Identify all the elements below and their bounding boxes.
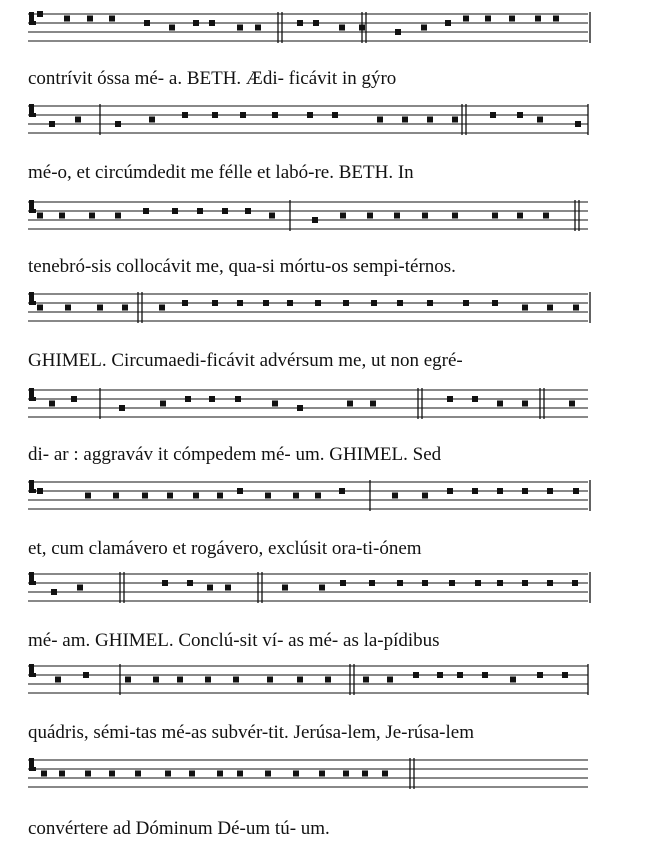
chant-note xyxy=(319,771,325,777)
lyric-line-3: tenebró-sis collocávit me, qua-si mórtu-os sempi-térnos. xyxy=(28,256,456,277)
chant-note xyxy=(367,213,373,219)
chant-note xyxy=(452,213,458,219)
chant-note xyxy=(212,300,218,306)
chant-note xyxy=(245,208,251,214)
chant-note xyxy=(237,300,243,306)
chant-note xyxy=(172,208,178,214)
chant-note xyxy=(135,771,141,777)
staff-system-1 xyxy=(0,6,668,56)
chant-note xyxy=(217,771,223,777)
chant-note xyxy=(543,213,549,219)
chant-note xyxy=(421,25,427,31)
lyric-line-1: contrívit óssa mé- a. BETH. Ædi- ficávit in gýro xyxy=(28,68,397,89)
staff-system-4 xyxy=(0,286,668,336)
chant-note xyxy=(83,672,89,678)
chant-note xyxy=(237,25,243,31)
chant-note xyxy=(87,16,93,22)
lyric-line-2: mé-o, et circúmdedit me félle et labó-re. BETH. In xyxy=(28,162,414,183)
chant-note xyxy=(222,208,228,214)
chant-note xyxy=(340,213,346,219)
chant-note xyxy=(447,396,453,402)
chant-note xyxy=(395,29,401,35)
chant-note xyxy=(75,117,81,123)
chant-note xyxy=(522,305,528,311)
clef-mark xyxy=(29,581,36,585)
lyric-line-9: convértere ad Dóminum Dé-um tú- um. xyxy=(28,818,330,839)
chant-note xyxy=(237,771,243,777)
lyric-line-5: di- ar : aggraváv it cómpedem mé- um. GHIMEL. Sed xyxy=(28,444,442,465)
chant-note xyxy=(113,493,119,499)
chant-note xyxy=(122,305,128,311)
chant-note xyxy=(422,213,428,219)
chant-note xyxy=(182,112,188,118)
chant-note xyxy=(143,208,149,214)
chant-note xyxy=(282,585,288,591)
chant-note xyxy=(485,16,491,22)
chant-note xyxy=(217,493,223,499)
clef-mark xyxy=(29,673,36,677)
chant-note xyxy=(233,677,239,683)
chant-note xyxy=(187,580,193,586)
chant-note xyxy=(497,401,503,407)
chant-note xyxy=(569,401,575,407)
chant-note xyxy=(85,493,91,499)
chant-note xyxy=(319,585,325,591)
chant-note xyxy=(313,20,319,26)
chant-note xyxy=(510,677,516,683)
chant-note xyxy=(397,580,403,586)
chant-note xyxy=(463,300,469,306)
chant-note xyxy=(573,305,579,311)
chant-note xyxy=(65,305,71,311)
chant-note xyxy=(363,677,369,683)
chant-note xyxy=(207,585,213,591)
chant-note xyxy=(332,112,338,118)
chant-note xyxy=(193,493,199,499)
chant-note xyxy=(402,117,408,123)
chant-note xyxy=(49,401,55,407)
chant-note xyxy=(497,580,503,586)
chant-note xyxy=(422,580,428,586)
chant-note xyxy=(492,213,498,219)
chant-note xyxy=(265,493,271,499)
staff-system-6 xyxy=(0,474,668,524)
clef-mark xyxy=(29,301,36,305)
chant-note xyxy=(59,771,65,777)
chant-note xyxy=(265,771,271,777)
chant-note xyxy=(212,112,218,118)
lyric-line-4: GHIMEL. Circumaedi-ficávit advérsum me, ut non egré- xyxy=(28,350,463,371)
staff-system-3 xyxy=(0,194,668,244)
chant-note xyxy=(312,217,318,223)
chant-note xyxy=(392,493,398,499)
chant-note xyxy=(472,488,478,494)
chant-note xyxy=(297,405,303,411)
lyric-line-7: mé- am. GHIMEL. Conclú-sit ví- as mé- as la-pídibus xyxy=(28,630,440,651)
chant-note xyxy=(535,16,541,22)
chant-note xyxy=(307,112,313,118)
chant-note xyxy=(547,580,553,586)
chant-note xyxy=(377,117,383,123)
chant-note xyxy=(315,493,321,499)
chant-note xyxy=(509,16,515,22)
chant-note xyxy=(115,213,121,219)
chant-note xyxy=(343,300,349,306)
chant-note xyxy=(325,677,331,683)
chant-note xyxy=(562,672,568,678)
chant-note xyxy=(115,121,121,127)
chant-note xyxy=(125,677,131,683)
chant-note xyxy=(193,20,199,26)
chant-note xyxy=(522,401,528,407)
chant-note xyxy=(452,117,458,123)
chant-note xyxy=(371,300,377,306)
chant-note xyxy=(472,396,478,402)
chant-note xyxy=(370,401,376,407)
chant-note xyxy=(255,25,261,31)
chant-note xyxy=(272,401,278,407)
chant-note xyxy=(413,672,419,678)
chant-note xyxy=(267,677,273,683)
staff-system-8 xyxy=(0,658,668,708)
chant-note xyxy=(482,672,488,678)
chant-note xyxy=(547,488,553,494)
chant-note xyxy=(51,589,57,595)
chant-note xyxy=(169,25,175,31)
chant-note xyxy=(197,208,203,214)
chant-note xyxy=(235,396,241,402)
chant-note xyxy=(537,117,543,123)
chant-note xyxy=(387,677,393,683)
chant-note xyxy=(382,771,388,777)
chant-note xyxy=(109,771,115,777)
chant-note xyxy=(263,300,269,306)
chant-note xyxy=(159,305,165,311)
chant-note xyxy=(77,585,83,591)
chant-note xyxy=(340,580,346,586)
chant-note xyxy=(153,677,159,683)
chant-note xyxy=(343,771,349,777)
chant-note xyxy=(37,305,43,311)
chant-note xyxy=(97,305,103,311)
chant-note xyxy=(240,112,246,118)
staff-system-9 xyxy=(0,752,668,802)
chant-note xyxy=(269,213,275,219)
chant-note xyxy=(427,300,433,306)
chant-note xyxy=(463,16,469,22)
lyric-line-6: et, cum clamávero et rogávero, exclúsit ora-ti-ónem xyxy=(28,538,422,559)
chant-note xyxy=(209,20,215,26)
chant-note xyxy=(37,11,43,17)
lyric-line-8: quádris, sémi-tas mé-as subvér-tit. Jerúsa-lem, Je-rúsa-lem xyxy=(28,722,474,743)
chant-note xyxy=(457,672,463,678)
chant-note xyxy=(85,771,91,777)
clef-mark xyxy=(29,767,36,771)
chant-note xyxy=(297,20,303,26)
chant-note xyxy=(445,20,451,26)
clef-mark xyxy=(29,397,36,401)
chant-note xyxy=(287,300,293,306)
chant-note xyxy=(144,20,150,26)
chant-note xyxy=(362,771,368,777)
chant-note xyxy=(490,112,496,118)
chant-note xyxy=(497,488,503,494)
chant-note xyxy=(293,493,299,499)
chant-note xyxy=(297,677,303,683)
chant-note xyxy=(293,771,299,777)
chant-note xyxy=(339,25,345,31)
chant-note xyxy=(89,213,95,219)
chant-note xyxy=(177,677,183,683)
chant-note xyxy=(209,396,215,402)
clef-mark xyxy=(29,113,36,117)
chant-note xyxy=(492,300,498,306)
chant-note xyxy=(537,672,543,678)
chant-note xyxy=(162,580,168,586)
chant-note xyxy=(119,405,125,411)
chant-note xyxy=(49,121,55,127)
chant-note xyxy=(142,493,148,499)
chant-note xyxy=(347,401,353,407)
chant-note xyxy=(427,117,433,123)
chant-note xyxy=(517,213,523,219)
chant-note xyxy=(522,488,528,494)
chant-note xyxy=(37,213,43,219)
chant-note xyxy=(71,396,77,402)
chant-note xyxy=(517,112,523,118)
chant-note xyxy=(553,16,559,22)
chant-note xyxy=(573,488,579,494)
clef-mark xyxy=(29,209,36,213)
chant-note xyxy=(205,677,211,683)
chant-note xyxy=(149,117,155,123)
chant-note xyxy=(522,580,528,586)
chant-note xyxy=(64,16,70,22)
chant-note xyxy=(339,488,345,494)
chant-note xyxy=(41,771,47,777)
clef-mark xyxy=(29,489,36,493)
chant-note xyxy=(475,580,481,586)
chant-note xyxy=(572,580,578,586)
staff-system-7 xyxy=(0,566,668,616)
chant-note xyxy=(575,121,581,127)
chant-note xyxy=(447,488,453,494)
clef-mark xyxy=(29,21,36,25)
chant-note xyxy=(160,401,166,407)
staff-system-5 xyxy=(0,382,668,432)
chant-note xyxy=(109,16,115,22)
chant-note xyxy=(37,488,43,494)
chant-note xyxy=(272,112,278,118)
chant-note xyxy=(182,300,188,306)
chant-note xyxy=(167,493,173,499)
chant-note xyxy=(397,300,403,306)
chant-note xyxy=(185,396,191,402)
chant-note xyxy=(369,580,375,586)
staff-system-2 xyxy=(0,98,668,148)
chant-note xyxy=(59,213,65,219)
chant-note xyxy=(225,585,231,591)
chant-note xyxy=(547,305,553,311)
chant-note xyxy=(422,493,428,499)
chant-note xyxy=(437,672,443,678)
chant-note xyxy=(165,771,171,777)
chant-note xyxy=(394,213,400,219)
chant-note xyxy=(449,580,455,586)
chant-note xyxy=(55,677,61,683)
chant-note xyxy=(189,771,195,777)
chant-note xyxy=(237,488,243,494)
chant-note xyxy=(315,300,321,306)
